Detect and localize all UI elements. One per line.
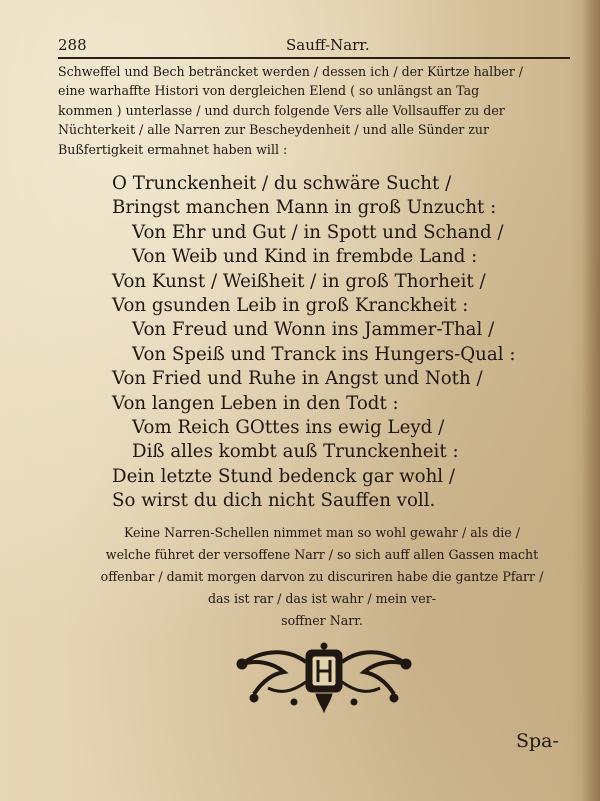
poem (112, 172, 515, 514)
verse-line: Von Fried und Ruhe in Angst und Noth / (112, 368, 483, 390)
verse-line: Von Ehr und Gut / in Spott und Schand / (132, 221, 504, 243)
verse-line: O Trunckenheit / du schwäre Sucht / (112, 173, 452, 194)
page-edge-shadow (582, 0, 600, 801)
verse-line: Vom Reich GOttes ins ewig Leyd / (132, 417, 445, 439)
verse-line: Von langen Leben in den Todt : (112, 392, 399, 414)
text-line: Bußfertigkeit ermahnet haben will : (58, 141, 288, 157)
text-line: das ist rar / das ist wahr / mein ver- (207, 591, 437, 606)
closing-paragraph (62, 522, 582, 632)
running-head: Sauff-Narr. (286, 36, 370, 54)
text-line: welche führet der versoffene Narr / so sich auff allen Gassen macht (105, 547, 539, 562)
text-line: kommen ) unterlasse / und durch folgende Vers alle Vollsauffer zu der (58, 102, 505, 118)
header-rule (58, 57, 570, 59)
page-number: 288 (58, 36, 87, 54)
verse-line: So wirst du dich nicht Sauffen voll. (112, 490, 436, 512)
text-line: Keine Narren-Schellen nimmet man so wohl gewahr / als die / (123, 525, 520, 540)
text-line: Schweffel und Bech beträncket werden / dessen ich / der Kürtze halber / (58, 64, 523, 79)
verse-line: Von Freud und Wonn ins Jammer-Thal / (132, 319, 495, 341)
catchword: Spa- (516, 730, 559, 752)
text-line: offenbar / damit morgen darvon zu discuriren habe die gantze Pfarr / (100, 569, 544, 584)
text-line: Nüchterkeit / alle Narren zur Bescheydenheit / und alle Sünder zur (58, 122, 490, 138)
ornament-vignette-icon (232, 642, 416, 718)
verse-line: Dein letzte Stund bedenck gar wohl / (112, 465, 456, 487)
text-line: eine warhaffte Histori von dergleichen Elend ( so unlängst an Tag (58, 83, 480, 99)
text-line: soffner Narr. (281, 613, 363, 628)
verse-line: Bringst manchen Mann in groß Unzucht : (112, 197, 497, 219)
verse-line: Von Kunst / Weißheit / in groß Thorheit / (112, 270, 486, 292)
intro-paragraph (58, 62, 523, 159)
page-header (58, 33, 568, 57)
verse-line: Diß alles kombt auß Trunckenheit : (132, 441, 459, 463)
verse-line: Von Speiß und Tranck ins Hungers-Qual : (132, 343, 516, 365)
verse-line: Von gsunden Leib in groß Kranckheit : (112, 295, 469, 317)
verse-line: Von Weib und Kind in frembde Land : (132, 246, 478, 268)
